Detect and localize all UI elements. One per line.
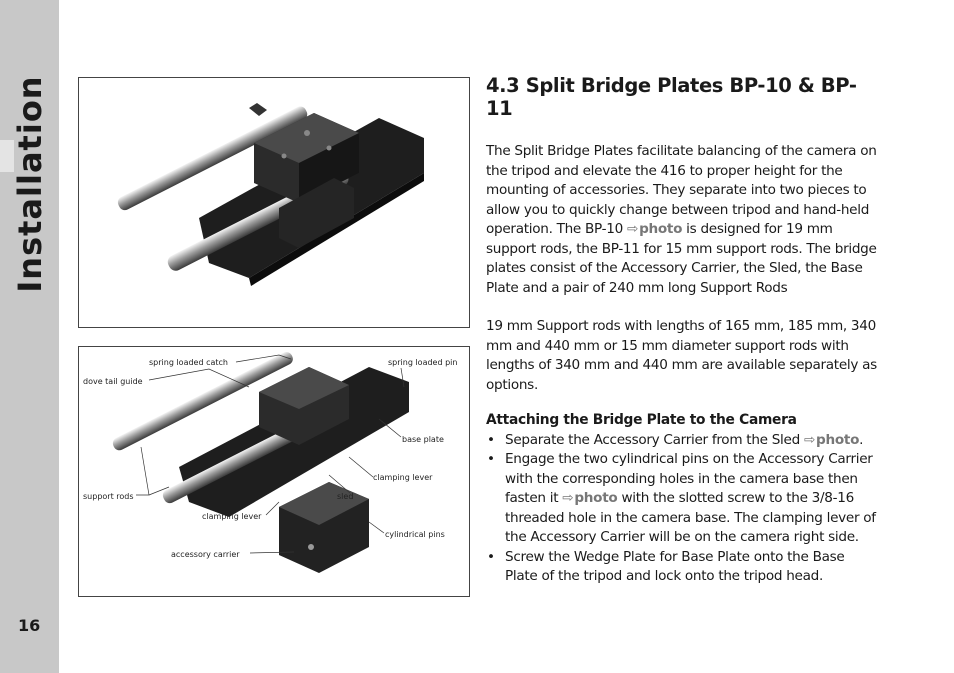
photo-reference-label: photo [816,431,860,448]
list-item [486,450,878,548]
bullet-2-text-2: with the slotted screw to the 3/8-16 threaded hole in the camera base. The clamping lever of the Accessory Carrier will be on the camera right side. [505,490,876,545]
label-cylindrical-pins: cylindrical pins [385,530,445,539]
photo-reference-label: photo [574,490,618,506]
intro-paragraph [486,142,878,298]
arrow-right-icon: ⇨ [626,221,639,237]
bullet-2-text-1: Engage the two cylindrical pins on the Accessory Carrier with the corresponding holes in the camera base then fasten it [505,451,873,506]
figure-assembled-bridge-plate [78,77,470,328]
bullet-icon: • [487,451,495,467]
label-base-plate: base plate [402,435,444,444]
bullet-3-text: Screw the Wedge Plate for Base Plate onto the Base Plate of the tripod and lock onto the tripod head. [505,548,845,584]
page-number: 16 [18,616,41,635]
intro-text-1: The Split Bridge Plates facilitate balancing of the camera on the tripod and elevate the 416 to proper height for the mounting of accessories. They separate into two pieces to allow you to quickly change between tripod and hand-held operation. The BP-10 [486,143,877,237]
label-accessory-carrier: accessory carrier [171,550,240,559]
label-spring-loaded-pin: spring loaded pin [388,358,458,367]
sidebar [0,0,59,673]
label-clamping-lever-right: clamping lever [373,473,433,482]
bullet-1-text-1: Separate the Accessory Carrier from the Sled [505,431,804,448]
section-content [486,74,878,587]
label-spring-loaded-catch: spring loaded catch [149,358,228,367]
photo-reference-3[interactable] [562,490,617,506]
label-clamping-lever-left: clamping lever [202,512,262,521]
arrow-right-icon: ⇨ [562,490,574,506]
list-item [486,548,878,587]
label-support-rods: support rods [83,492,134,501]
label-dove-tail-guide: dove tail guide [83,377,143,386]
bullet-icon: • [487,431,495,448]
instruction-list [486,431,878,587]
sidebar-title: Installation [11,75,49,293]
bridge-plate-assembled-illustration [79,78,469,327]
arrow-right-icon: ⇨ [803,431,816,448]
subheading-attaching: Attaching the Bridge Plate to the Camera [486,412,797,428]
photo-reference-2[interactable] [804,432,859,448]
figure-exploded-bridge-plate [78,346,470,597]
intro-text-2: is designed for 19 mm support rods, the BP-11 for 15 mm support rods. The bridge plates consist of the Accessory Carrier, the Sled, the Base Plate and a pair of 240 mm long Support Rods [486,221,877,296]
label-sled: sled [337,492,354,501]
bullet-icon: • [487,548,495,565]
bullet-1-text-2: . [859,431,864,448]
photo-reference-1[interactable] [627,221,682,237]
list-item [486,431,878,451]
options-paragraph: 19 mm Support rods with lengths of 165 mm, 185 mm, 340 mm and 440 mm or 15 mm diameter support rods with lengths of 340 mm and 440 mm are available separately as options. [486,318,877,393]
section-heading: 4.3 Split Bridge Plates BP-10 & BP-11 [486,74,857,120]
photo-reference-label: photo [639,221,683,237]
